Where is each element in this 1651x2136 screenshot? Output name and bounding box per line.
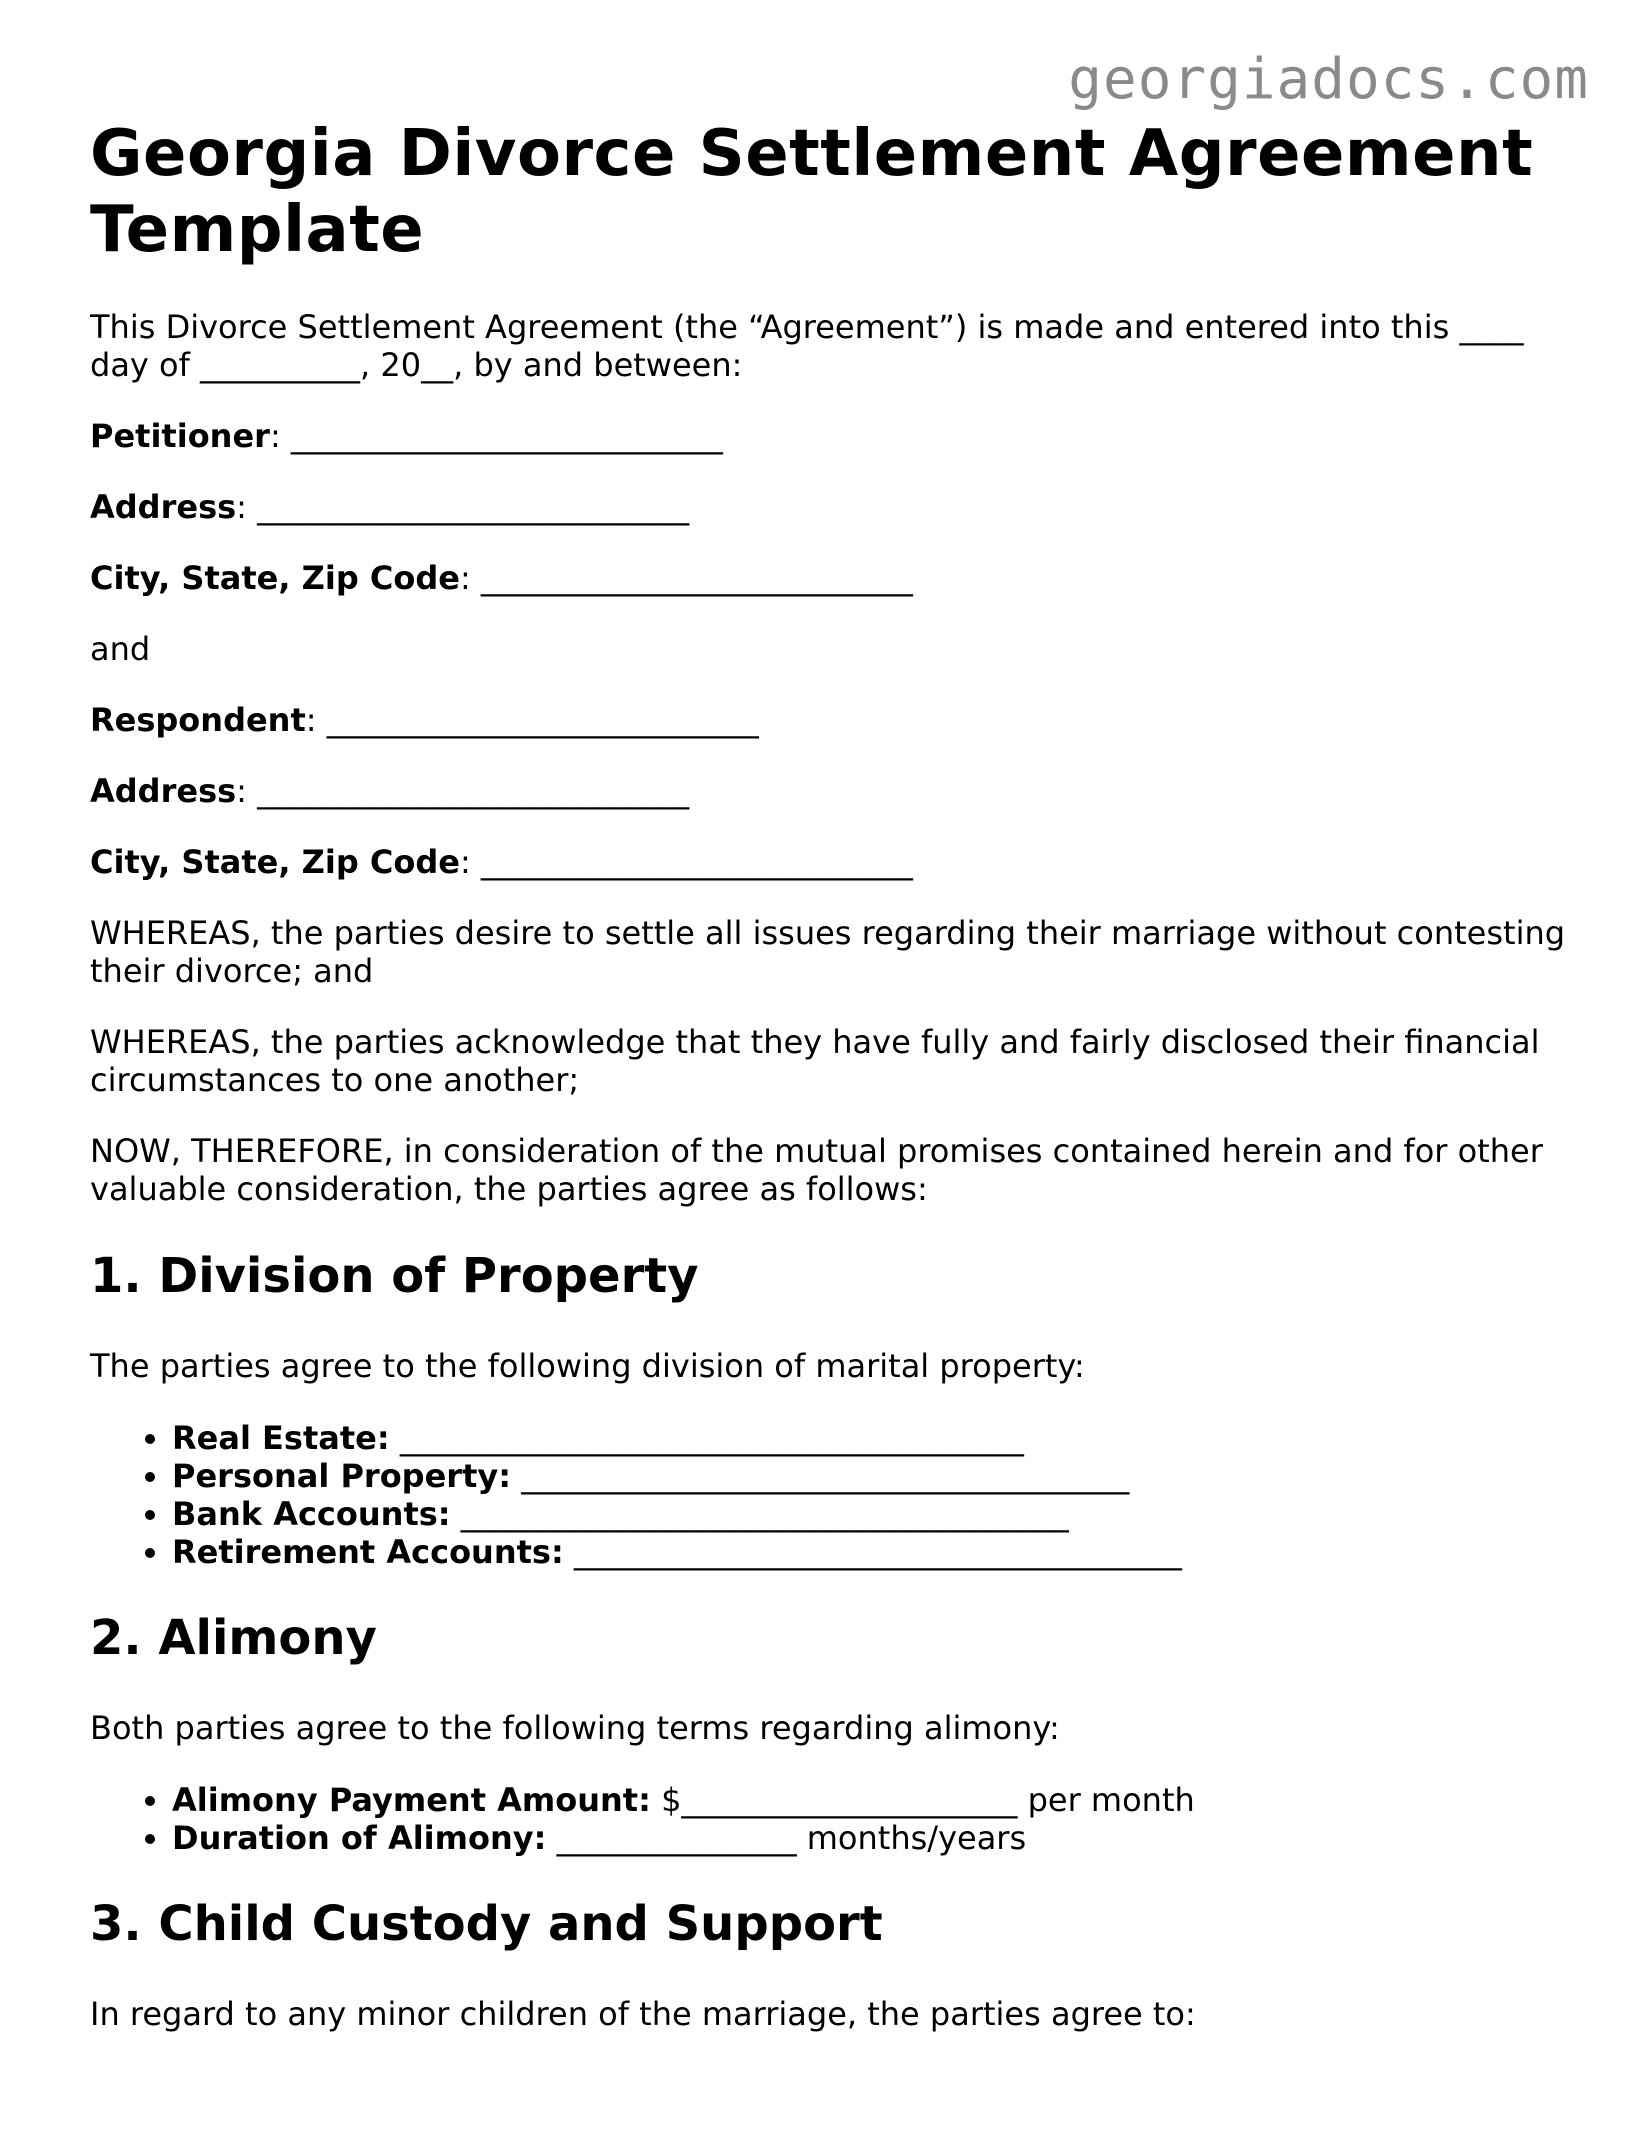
list-item <box>172 1419 1570 1457</box>
item-label: Bank Accounts: <box>172 1495 451 1533</box>
item-blank: _______________ months/years <box>546 1819 1027 1857</box>
item-blank: _______________________________________ <box>389 1419 1024 1457</box>
respondent-address-field <box>90 772 1570 810</box>
whereas-paragraph-2: WHEREAS, the parties acknowledge that they have fully and fairly disclosed their financial circumstances to one another; <box>90 1023 1540 1099</box>
item-label: Alimony Payment Amount: <box>172 1781 651 1819</box>
section-intro: Both parties agree to the following terms regarding alimony: <box>90 1709 1060 1747</box>
field-label: Address <box>90 488 237 526</box>
item-blank: ______________________________________ <box>511 1457 1130 1495</box>
watermark: georgiadocs.com <box>1068 47 1589 112</box>
petitioner-address-field <box>90 488 1570 526</box>
whereas-paragraph-1: WHEREAS, the parties desire to settle all issues regarding their marriage without contesting their divorce; and <box>90 914 1566 990</box>
field-label: Petitioner <box>90 417 270 455</box>
now-therefore-paragraph: NOW, THEREFORE, in consideration of the mutual promises contained herein and for other valuable consideration, the parties agree as follows: <box>90 1132 1543 1208</box>
section-intro: The parties agree to the following division of marital property: <box>90 1347 1085 1385</box>
section-heading-child-custody: 3. Child Custody and Support <box>90 1896 883 1952</box>
section-intro: In regard to any minor children of the marriage, the parties agree to: <box>90 1995 1196 2033</box>
field-label: City, State, Zip Code <box>90 559 460 597</box>
field-blank: : ___________________________ <box>305 701 759 739</box>
petitioner-field <box>90 417 1570 455</box>
field-blank: : ___________________________ <box>269 417 723 455</box>
list-item <box>172 1819 1570 1857</box>
item-blank: ______________________________________ <box>563 1533 1182 1571</box>
document-title: Georgia Divorce Settlement Agreement Template <box>90 117 1534 267</box>
field-blank: : ___________________________ <box>459 843 913 881</box>
section-heading-alimony: 2. Alimony <box>90 1610 377 1666</box>
respondent-field <box>90 701 1570 739</box>
intro-paragraph: This Divorce Settlement Agreement (the “Agreement”) is made and entered into this ____ day of __________, 20__, by and between: <box>90 308 1524 384</box>
list-item <box>172 1457 1570 1495</box>
respondent-city-field <box>90 843 1570 881</box>
alimony-list <box>90 1781 1570 1857</box>
list-item <box>172 1781 1570 1819</box>
list-item <box>172 1533 1570 1571</box>
section-heading-division-of-property: 1. Division of Property <box>90 1248 699 1304</box>
document-page <box>90 116 1570 2033</box>
and-text: and <box>90 630 151 668</box>
item-label: Real Estate: <box>172 1419 390 1457</box>
field-blank: : ___________________________ <box>236 488 690 526</box>
item-blank: $_____________________ per month <box>650 1781 1195 1819</box>
item-label: Retirement Accounts: <box>172 1533 564 1571</box>
field-label: City, State, Zip Code <box>90 843 460 881</box>
petitioner-city-field <box>90 559 1570 597</box>
item-label: Personal Property: <box>172 1457 512 1495</box>
field-blank: : ___________________________ <box>459 559 913 597</box>
list-item <box>172 1495 1570 1533</box>
property-list <box>90 1419 1570 1571</box>
field-label: Address <box>90 772 237 810</box>
field-label: Respondent <box>90 701 306 739</box>
field-blank: : ___________________________ <box>236 772 690 810</box>
item-blank: ______________________________________ <box>450 1495 1069 1533</box>
item-label: Duration of Alimony: <box>172 1819 547 1857</box>
